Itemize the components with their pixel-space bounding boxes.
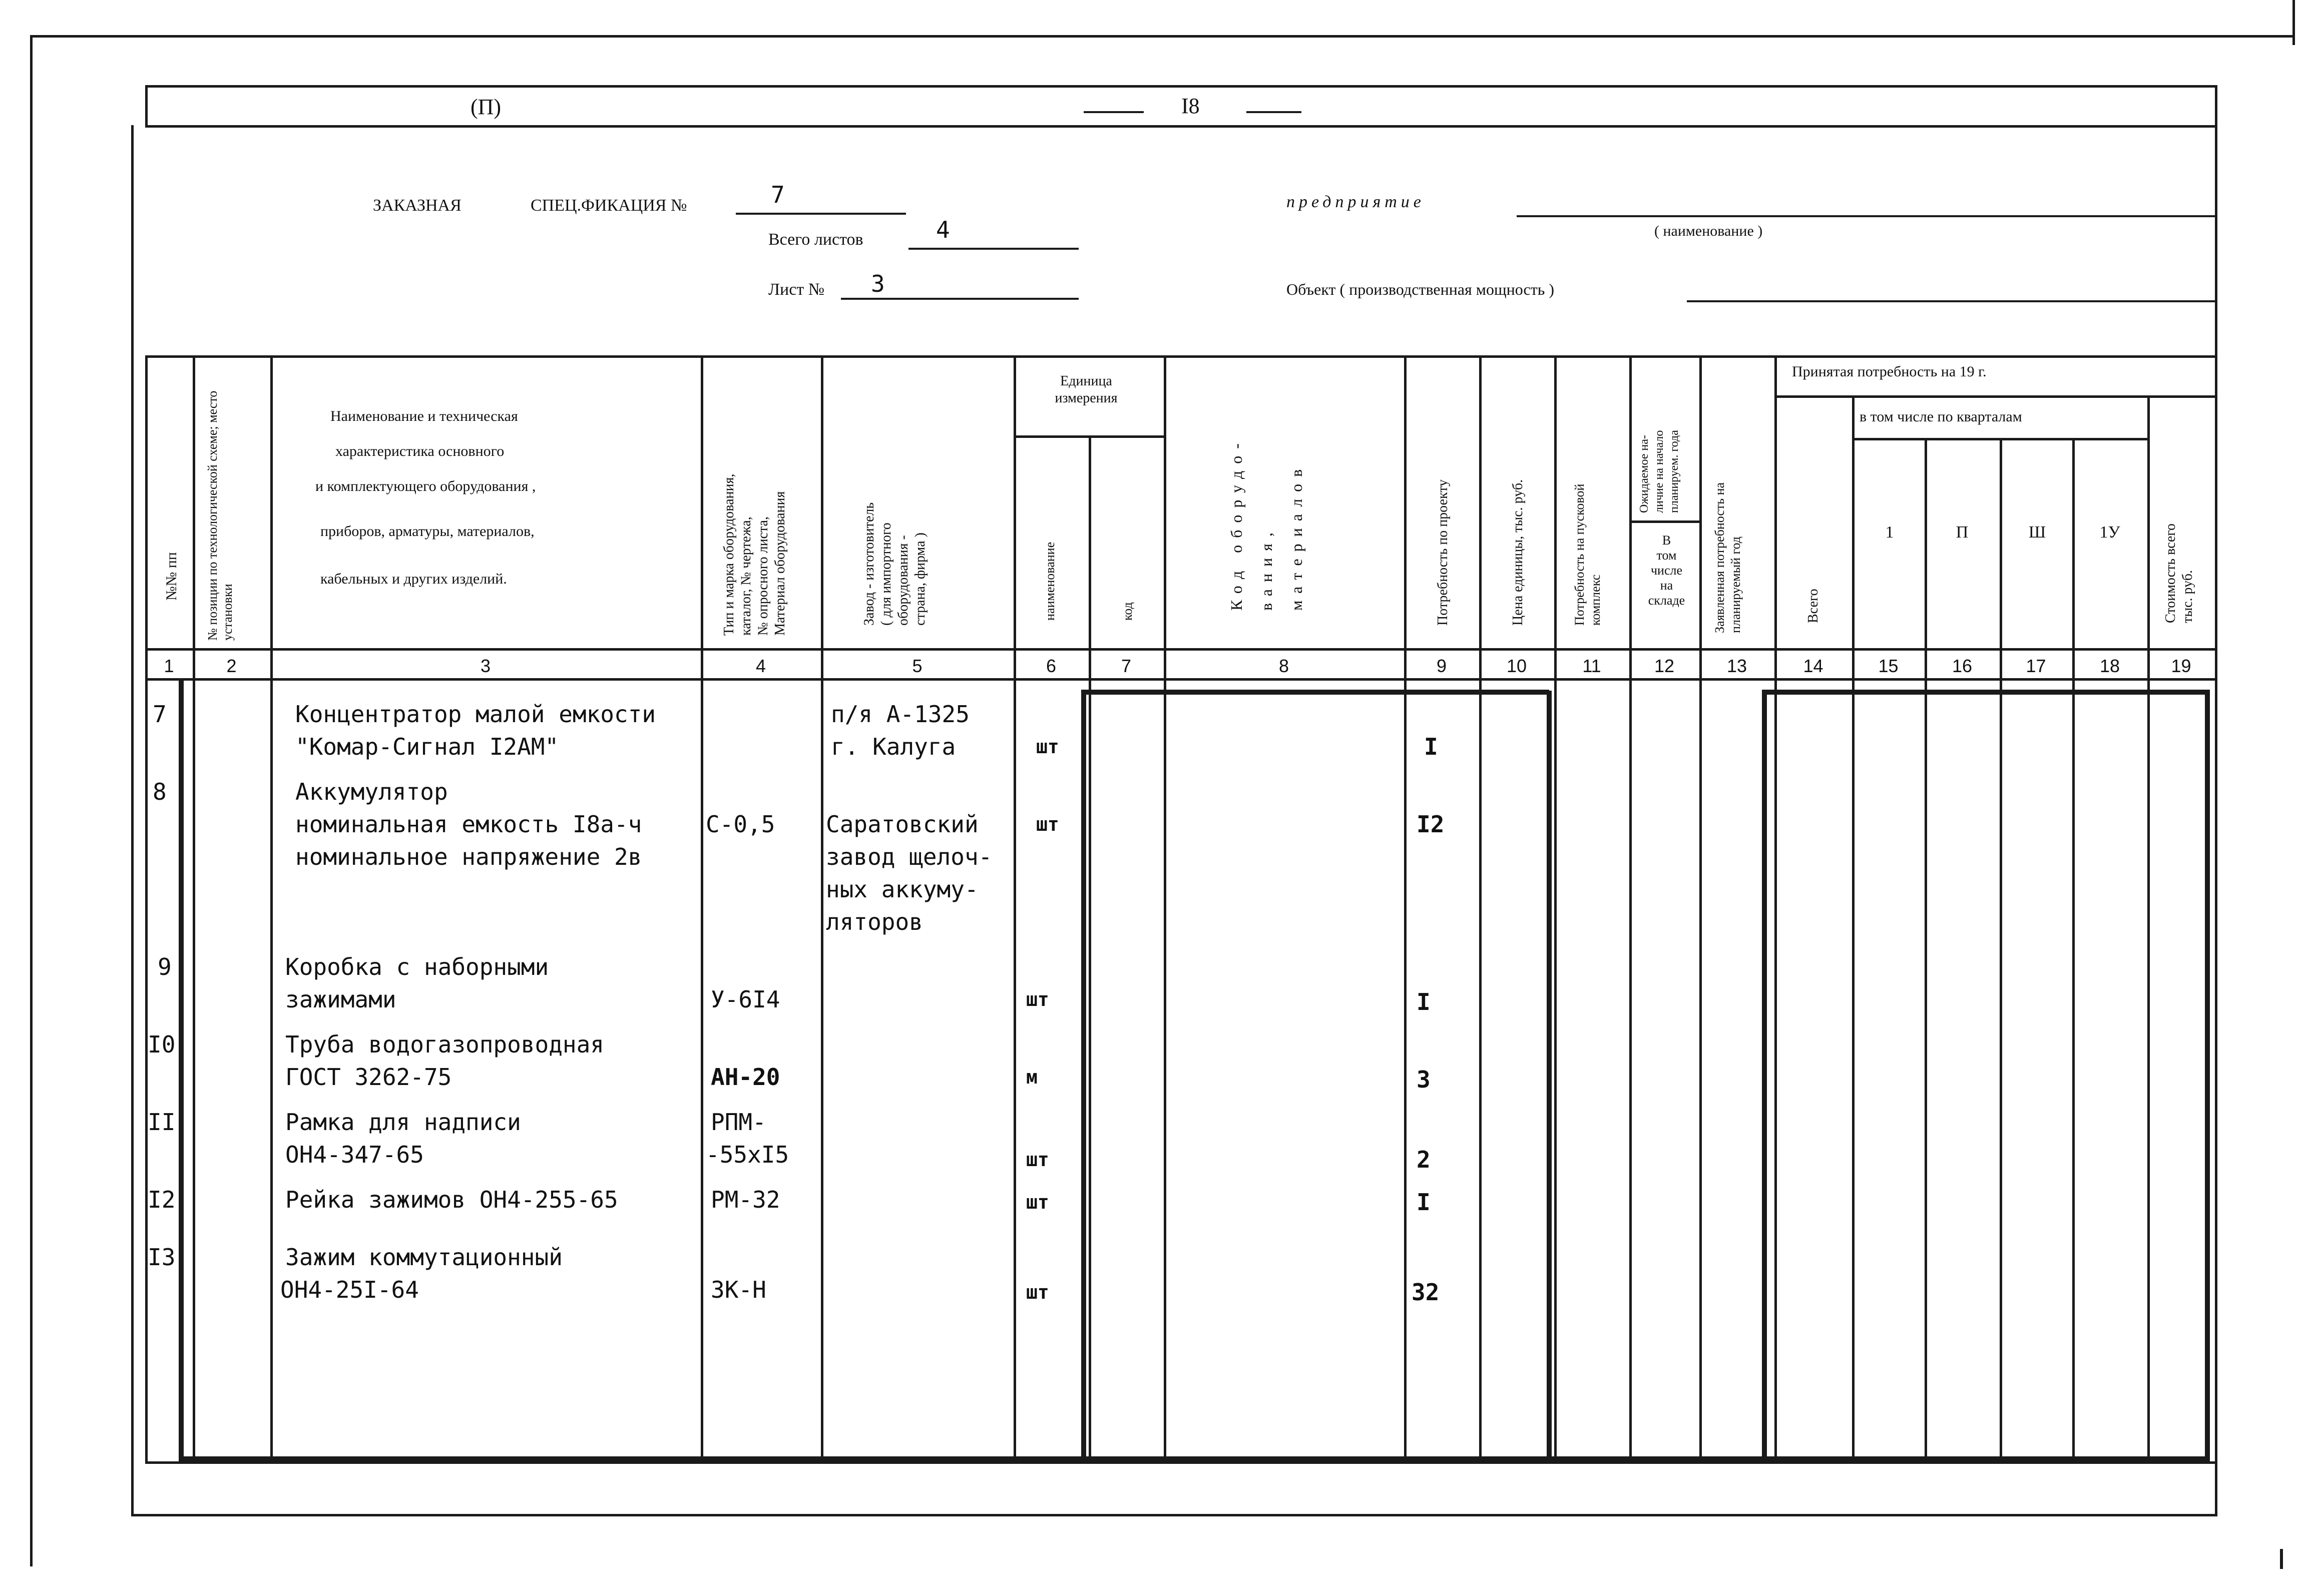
outer-frame-top [30, 35, 2292, 38]
row-10-no: I0 [148, 1031, 176, 1058]
col-num-9: 9 [1436, 656, 1447, 676]
sheet-number-line [841, 298, 1079, 300]
row-11-name-l1: Рамка для надписи [285, 1109, 521, 1136]
col-12-top-header: Ожидаемое на- личие на начало планируем. года [1638, 430, 1681, 513]
body-thick-left [179, 678, 184, 1464]
col-9-header: Потребность по проекту [1435, 479, 1451, 626]
form-title-bar-bottom [145, 125, 2217, 128]
row-11-unit: шт [1026, 1149, 1049, 1171]
col-num-15: 15 [1878, 656, 1899, 676]
row-7-plant-l2: г. Калуга [831, 733, 956, 760]
col-num-5: 5 [912, 656, 923, 676]
form-right-top [2215, 85, 2217, 125]
col-line-15 [1925, 438, 1927, 1464]
row-9-name-l1: Коробка с наборными [285, 953, 549, 980]
enterprise-caption: ( наименование ) [1654, 223, 1763, 239]
row-13-type: ЗК-Н [711, 1276, 766, 1303]
form-left-top [145, 85, 148, 125]
col-15-header: 1 [1885, 523, 1894, 542]
body-thick-top-a [1081, 690, 1549, 695]
col-3-header-l3: и комплектующего оборудования , [315, 478, 536, 494]
col-line-4 [821, 355, 823, 1464]
object-label: Объект ( производственная мощность ) [1286, 280, 1554, 298]
form-bottom-border [131, 1514, 2217, 1516]
row-13-unit: шт [1026, 1281, 1049, 1303]
row-13-name-l2: ОН4-25I-64 [280, 1276, 419, 1303]
unit-group-header: Единица измерения [1055, 373, 1118, 406]
row-8-name-l2: номинальная емкость I8а-ч [295, 811, 642, 838]
row-7-unit: шт [1036, 736, 1059, 758]
col-7-header: код [1120, 602, 1135, 621]
total-sheets-label: Всего листов [768, 230, 863, 249]
spec-number: 7 [771, 181, 785, 208]
col-line-14 [1852, 395, 1855, 1464]
col-line-16 [2000, 438, 2002, 1464]
col-2-header: № позиции по технологической схеме; место установки [205, 390, 235, 641]
page-number: I8 [1181, 94, 1200, 118]
col-line-1 [193, 355, 195, 1464]
col-line-3 [701, 355, 703, 1464]
col-num-18: 18 [2099, 656, 2120, 676]
row-12-no: I2 [148, 1186, 176, 1213]
col-line-18 [2147, 395, 2150, 1464]
row-8-plant-l3: ных аккуму- [826, 876, 979, 903]
col-8-header: Код оборудо- вания, материалов [1227, 436, 1305, 611]
quarters-group-header: в том числе по кварталам [1860, 408, 2022, 425]
page-dash-right [1246, 111, 1301, 113]
row-8-plant-l2: завод щелоч- [826, 843, 993, 870]
col-num-10: 10 [1506, 656, 1527, 676]
body-thick-c7 [1081, 691, 1086, 1464]
row-8-name-l3: номинальное напряжение 2в [295, 843, 642, 870]
row-10-name-l1: Труба водогазопроводная [285, 1031, 604, 1058]
table-body-bottom [145, 1461, 2217, 1464]
col-num-1: 1 [164, 656, 174, 676]
enterprise-label: предприятие [1286, 193, 1425, 211]
header-bottom [145, 648, 2217, 651]
row-9-qty: I [1417, 988, 1431, 1015]
col-num-7: 7 [1121, 656, 1132, 676]
col-13-header: Заявленная потребность на планируемый год [1712, 482, 1743, 633]
col-4-header: Тип и марка оборудования, каталог, № чертежа, № опросного листа, Материал оборудования [721, 473, 788, 636]
col-line-11 [1629, 355, 1632, 1464]
form-left-border [131, 125, 134, 1516]
col-num-2: 2 [226, 656, 237, 676]
col-5-header: Завод - изготовитель ( для импортного оборудования - страна, фирма ) [861, 502, 928, 626]
numbers-bottom [145, 678, 2217, 681]
col-1-header: №№ пп [163, 552, 180, 601]
page-dash-left [1084, 111, 1144, 113]
col-11-header: Потребность на пусковой комплекс [1572, 483, 1603, 626]
row-7-name-l2: "Комар-Сигнал I2АМ" [295, 733, 559, 760]
body-thick-bottom [179, 1456, 2210, 1461]
col-17-header: Ш [2028, 523, 2046, 542]
row-12-qty: I [1417, 1189, 1431, 1216]
col-14-header: Всего [1805, 589, 1821, 623]
spec-label: СПЕЦ.ФИКАЦИЯ № [531, 196, 687, 215]
col-line-6 [1089, 435, 1091, 1464]
form-top-border [145, 85, 2217, 88]
col-19-header: Стоимость всего тыс. руб. [2163, 523, 2195, 623]
col-3-header-l4: приборов, арматуры, материалов, [320, 523, 535, 540]
col-num-17: 17 [2026, 656, 2046, 676]
row-7-no: 7 [153, 701, 167, 728]
col-18-header: 1У [2099, 523, 2120, 542]
row-8-qty: I2 [1417, 811, 1445, 838]
form-title: ЗАКАЗНАЯ [373, 196, 462, 215]
col-line-7 [1164, 355, 1166, 1464]
sheet-label: Лист № [768, 280, 825, 299]
row-7-plant-l1: п/я А-1325 [831, 701, 970, 728]
col-num-11: 11 [1582, 656, 1601, 676]
col-num-14: 14 [1803, 656, 1823, 676]
row-11-name-l2: ОН4-347-65 [285, 1141, 424, 1168]
body-thick-top-b [1762, 690, 2210, 695]
row-9-no: 9 [158, 953, 172, 980]
row-8-type: С-0,5 [706, 811, 775, 838]
row-10-type: АН-20 [711, 1063, 780, 1091]
col-line-5 [1014, 355, 1016, 1464]
sheet-mark: (П) [471, 95, 502, 119]
col-3-header-l1: Наименование и техническая [330, 408, 518, 424]
table-top [145, 355, 2217, 358]
row-8-unit: шт [1036, 813, 1059, 835]
col-line-0 [145, 355, 148, 1464]
col-3-header-l5: кабельных и других изделий. [320, 571, 507, 587]
row-10-qty: 3 [1417, 1066, 1431, 1093]
body-thick-right [2205, 691, 2210, 1464]
row-8-plant-l1: Саратовский [826, 811, 979, 838]
col-line-9 [1479, 355, 1482, 1464]
body-thick-c11 [1547, 691, 1552, 1464]
row-11-type-l1: РПМ- [711, 1109, 766, 1136]
enterprise-line [1517, 215, 2217, 217]
col-num-12: 12 [1654, 656, 1675, 676]
col-line-8 [1404, 355, 1407, 1464]
row-13-qty: 32 [1412, 1279, 1440, 1306]
col-num-13: 13 [1726, 656, 1747, 676]
row-7-qty: I [1424, 733, 1438, 760]
object-line [1687, 300, 2217, 302]
sheet-number: 3 [871, 270, 885, 297]
row-12-unit: шт [1026, 1191, 1049, 1213]
row-7-name-l1: Концентратор малой емкости [295, 701, 656, 728]
spec-number-line [736, 213, 906, 215]
row-9-unit: шт [1026, 988, 1049, 1010]
row-9-type: У-6I4 [711, 986, 780, 1013]
row-8-name-l1: Аккумулятор [295, 778, 448, 805]
col-num-4: 4 [755, 656, 766, 676]
edge-mark [2280, 1549, 2283, 1569]
col-num-19: 19 [2171, 656, 2191, 676]
col-line-2 [270, 355, 273, 1464]
row-10-name-l2: ГОСТ 3262-75 [285, 1063, 452, 1091]
col-line-12 [1699, 355, 1702, 1464]
row-10-unit: м [1026, 1066, 1038, 1088]
col-line-13 [1774, 355, 1777, 1464]
col-12-bottom-header: В том числе на складе [1648, 533, 1685, 608]
col-line-17 [2072, 438, 2075, 1464]
col-3-header-l2: характеристика основного [335, 443, 505, 459]
accepted-group-line [1774, 395, 2217, 398]
col-num-16: 16 [1952, 656, 1973, 676]
col-num-6: 6 [1046, 656, 1057, 676]
outer-frame-left [30, 35, 33, 1566]
col-num-3: 3 [480, 656, 491, 676]
accepted-group-header: Принятая потребность на 19 г. [1792, 363, 1987, 380]
total-sheets-line [908, 248, 1079, 250]
row-11-type-l2: -55хI5 [706, 1141, 789, 1168]
col-16-header: П [1956, 523, 1969, 542]
col-line-10 [1554, 355, 1557, 1464]
row-11-qty: 2 [1417, 1146, 1431, 1173]
row-12-type: РМ-32 [711, 1186, 780, 1213]
row-11-no: II [148, 1109, 176, 1136]
row-13-no: I3 [148, 1244, 176, 1271]
total-sheets-value: 4 [936, 216, 950, 243]
row-13-name-l1: Зажим коммутационный [285, 1244, 563, 1271]
col-line-19 [2215, 355, 2217, 1464]
col-num-8: 8 [1278, 656, 1289, 676]
col-10-header: Цена единицы, тыс. руб. [1510, 479, 1526, 626]
row-8-no: 8 [153, 778, 167, 805]
outer-frame-right-mark [2292, 0, 2295, 45]
col-6-header: наименование [1043, 542, 1057, 621]
row-8-plant-l4: ляторов [826, 908, 923, 935]
c12-split-line [1629, 520, 1699, 523]
body-thick-c14 [1762, 691, 1767, 1464]
row-9-name-l2: зажимами [285, 986, 396, 1013]
row-12-name-l1: Рейка зажимов ОН4-255-65 [285, 1186, 618, 1213]
